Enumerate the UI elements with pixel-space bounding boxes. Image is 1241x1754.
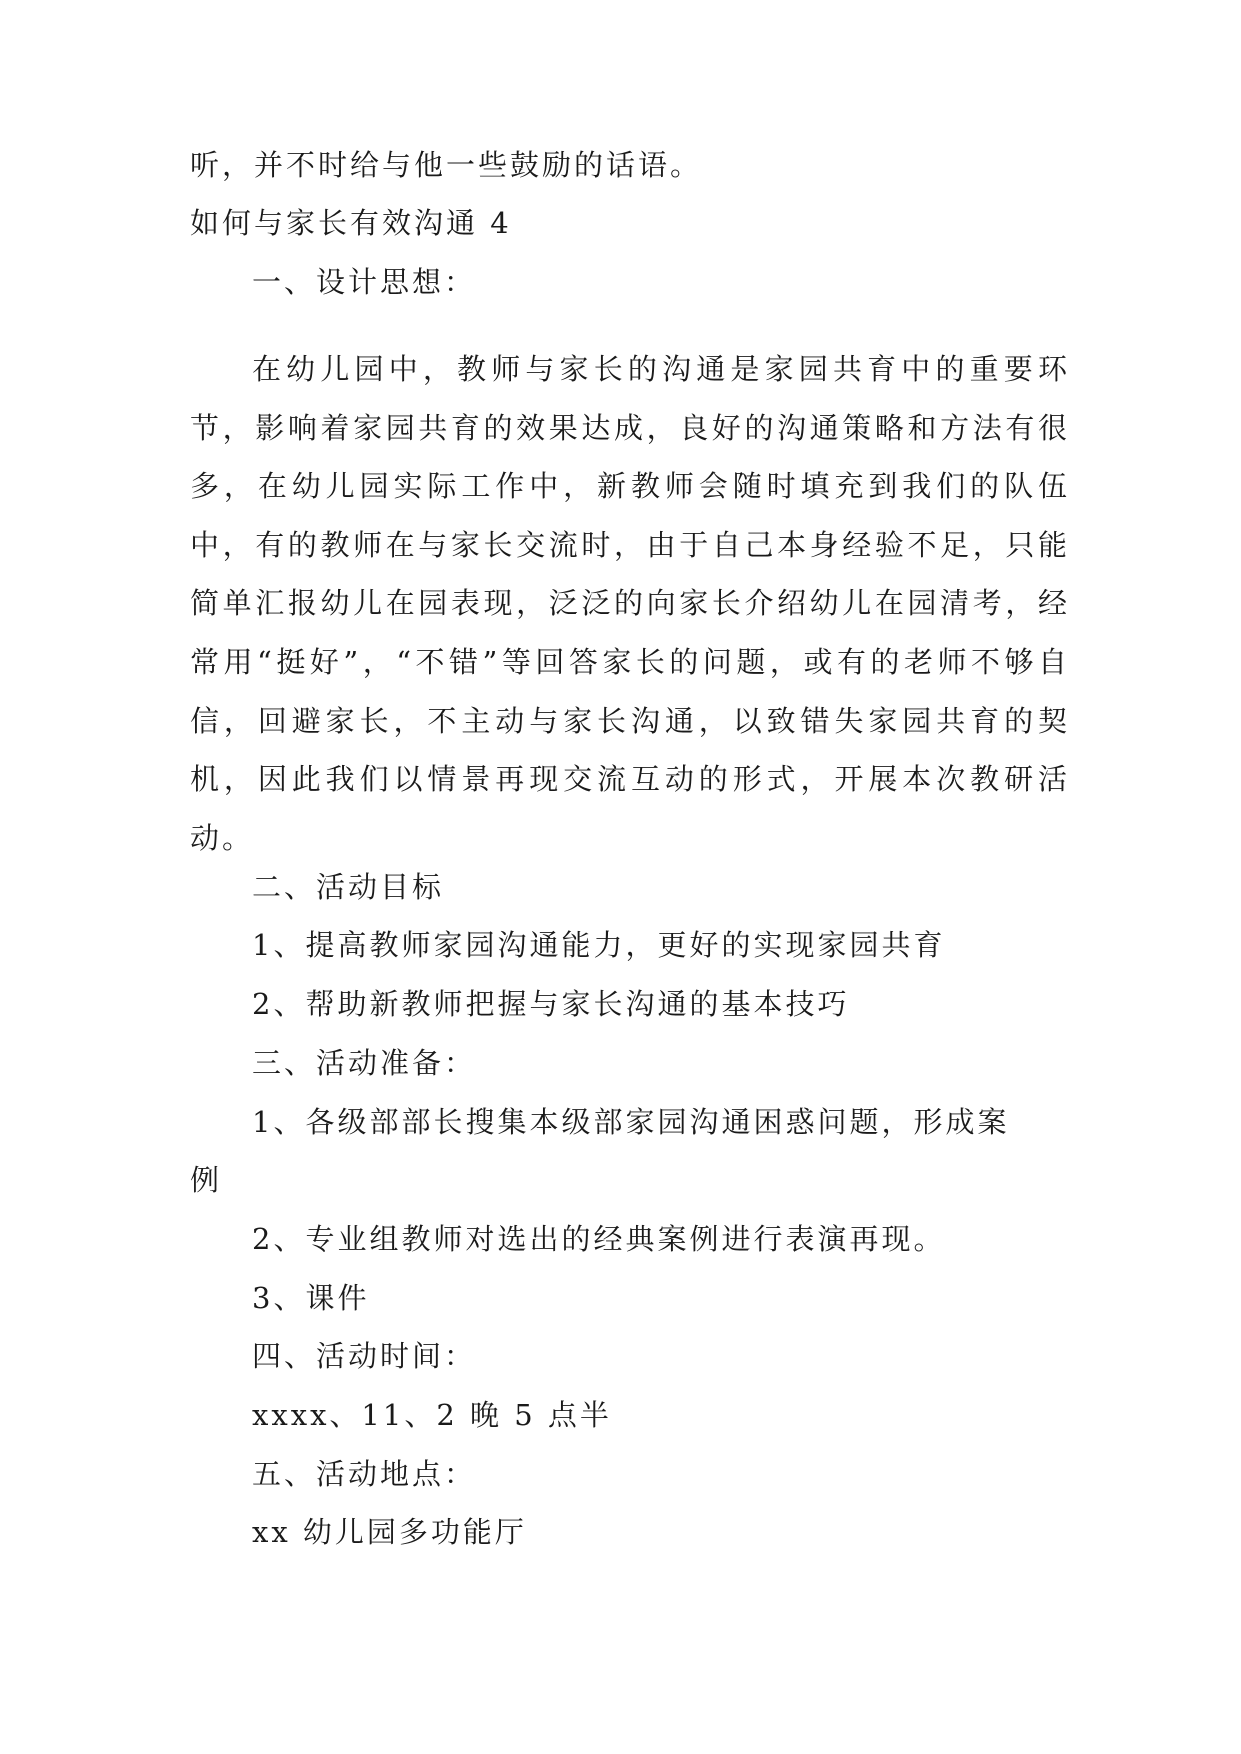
section-heading-goals: 二、活动目标 [252, 870, 445, 904]
section-heading-time: 四、活动时间： [252, 1339, 477, 1373]
place-value: xx 幼儿园多功能厅 [252, 1515, 527, 1549]
section-heading-design: 一、设计思想： [252, 265, 477, 299]
time-value: xxxx、11、2 晚 5 点半 [252, 1398, 612, 1432]
design-paragraph: 在幼儿园中，教师与家长的沟通是家园共育中的重要环节，影响着家园共育的效果达成，良好的沟通策略和方法有很多，在幼儿园实际工作中，新教师会随时填充到我们的队伍中，有的教师在与家长交流时，由于自己本身经验不足，只能简单汇报幼儿在园表现，泛泛的向家长介绍幼儿在园清考，经常用“挺好”，“不错”等回答家长的问题，或有的老师不够自信，回避家长，不主动与家长沟通，以致错失家园共育的契机，因此我们以情景再现交流互动的形式，开展本次教研活动。 [190, 352, 1070, 855]
prep-item-3: 3、课件 [252, 1281, 370, 1315]
section-heading-place: 五、活动地点： [252, 1457, 477, 1491]
document-title: 如何与家长有效沟通 4 [190, 206, 512, 240]
prep-item-2: 2、专业组教师对选出的经典案例进行表演再现。 [252, 1222, 946, 1256]
goal-item-1: 1、提高教师家园沟通能力，更好的实现家园共育 [252, 928, 946, 962]
continuation-line: 听，并不时给与他一些鼓励的话语。 [190, 148, 703, 182]
prep-item-1-line-1: 1、各级部部长搜集本级部家园沟通困惑问题，形成案 [252, 1105, 1010, 1139]
goal-item-2: 2、帮助新教师把握与家长沟通的基本技巧 [252, 987, 850, 1021]
prep-item-1-line-2: 例 [190, 1163, 223, 1197]
section-heading-preparation: 三、活动准备： [252, 1046, 477, 1080]
